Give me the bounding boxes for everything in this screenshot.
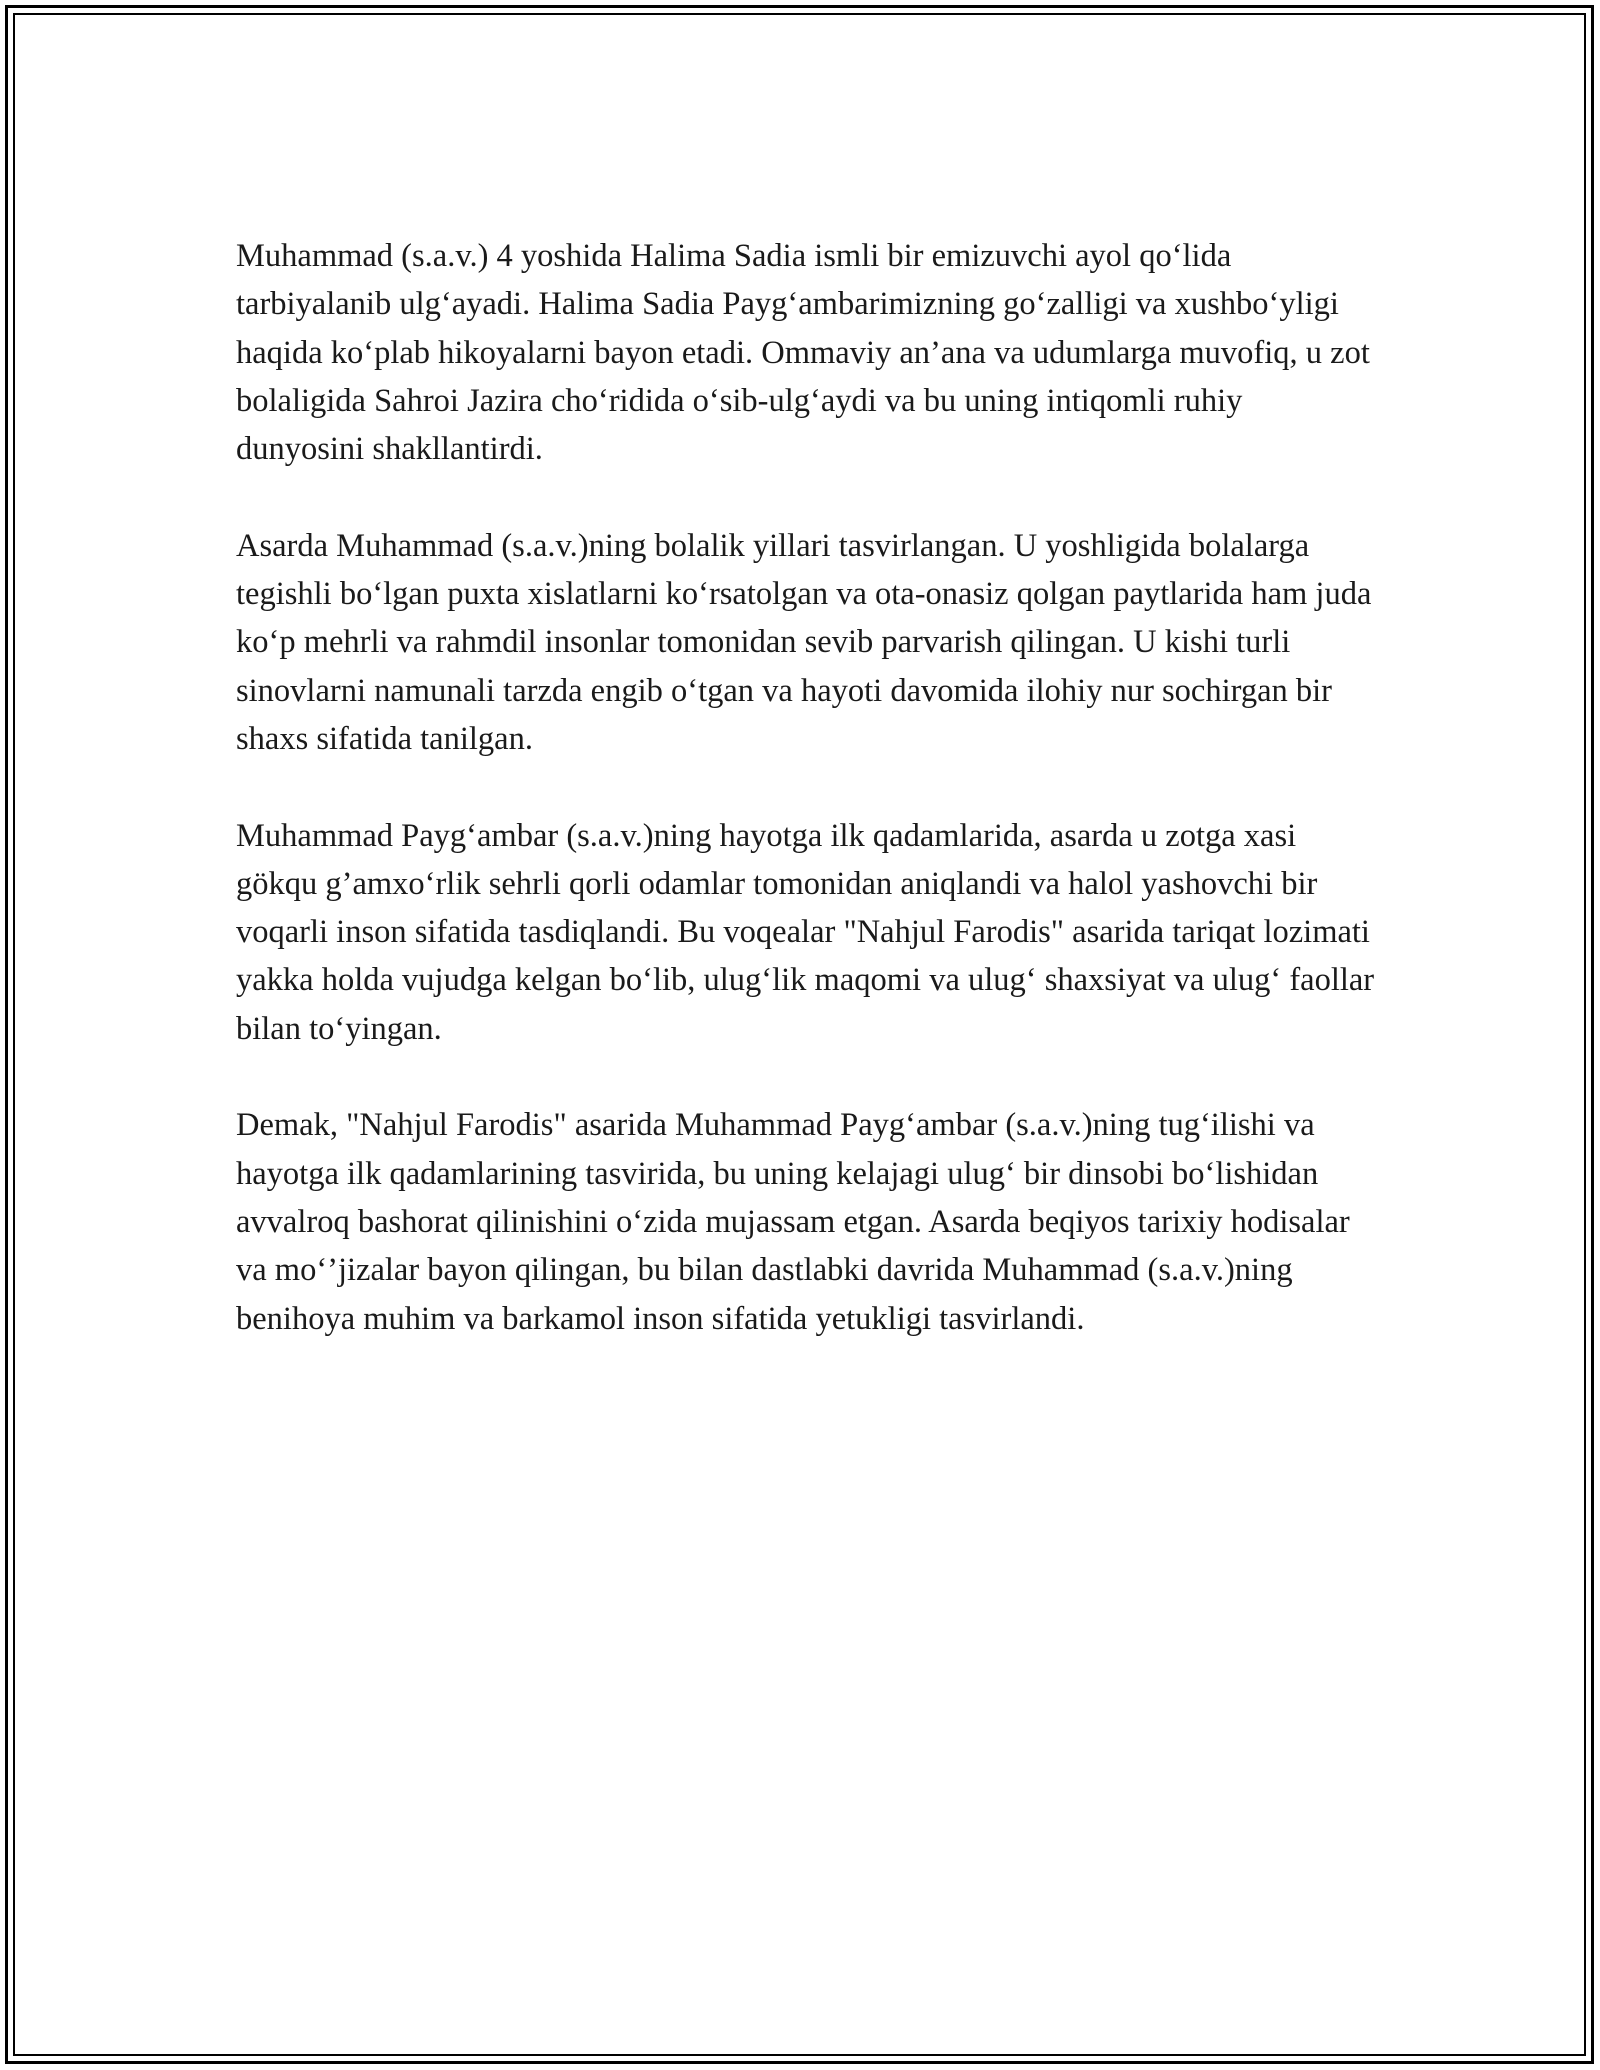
document-body	[236, 232, 1376, 1391]
paragraph-1: Muhammad (s.a.v.) 4 yoshida Halima Sadia ismli bir emizuvchi ayol qo‘lida tarbiyalanib ulg‘ayadi. Halima Sadia Payg‘ambarimizning go‘zalligi va xushbo‘yligi haqida ko‘plab hikoyalarni bayon etadi. Ommaviy an’ana va udumlarga muvofiq, u zot bolaligida Sahroi Jazira cho‘ridida o‘sib-ulg‘aydi va bu uning intiqomli ruhiy dunyosini shakllantirdi.	[236, 238, 1370, 468]
paragraph-4: Demak, "Nahjul Farodis" asarida Muhammad Payg‘ambar (s.a.v.)ning tug‘ilishi va hayotga ilk qadamlarining tasvirida, bu uning kelajagi ulug‘ bir dinsobi bo‘lishidan avvalroq bashorat qilinishini o‘zida mujassam etgan. Asarda beqiyos tarixiy hodisalar va mo‘’jizalar bayon qilingan, bu bilan dastlabki davrida Muhammad (s.a.v.)ning benihoya muhim va barkamol inson sifatida yetukligi tasvirlandi.	[236, 1107, 1350, 1337]
paragraph-2: Asarda Muhammad (s.a.v.)ning bolalik yillari tasvirlangan. U yoshligida bolalarga tegishli bo‘lgan puxta xislatlarni ko‘rsatolgan va ota-onasiz qolgan paytlarida ham juda ko‘p mehrli va rahmdil insonlar tomonidan sevib parvarish qilingan. U kishi turli sinovlarni namunali tarzda engib o‘tgan va hayoti davomida ilohiy nur sochirgan bir shaxs sifatida tanilgan.	[236, 527, 1372, 757]
paragraph-3: Muhammad Payg‘ambar (s.a.v.)ning hayotga ilk qadamlarida, asarda u zotga xasi gökqu g’amxo‘rlik sehrli qorli odamlar tomonidan aniqlandi va halol yashovchi bir voqarli inson sifatida tasdiqlandi. Bu voqealar "Nahjul Farodis" asarida tariqat lozimati yakka holda vujudga kelgan bo‘lib, ulug‘lik maqomi va ulug‘ shaxsiyat va ulug‘ faollar bilan to‘yingan.	[236, 817, 1375, 1047]
